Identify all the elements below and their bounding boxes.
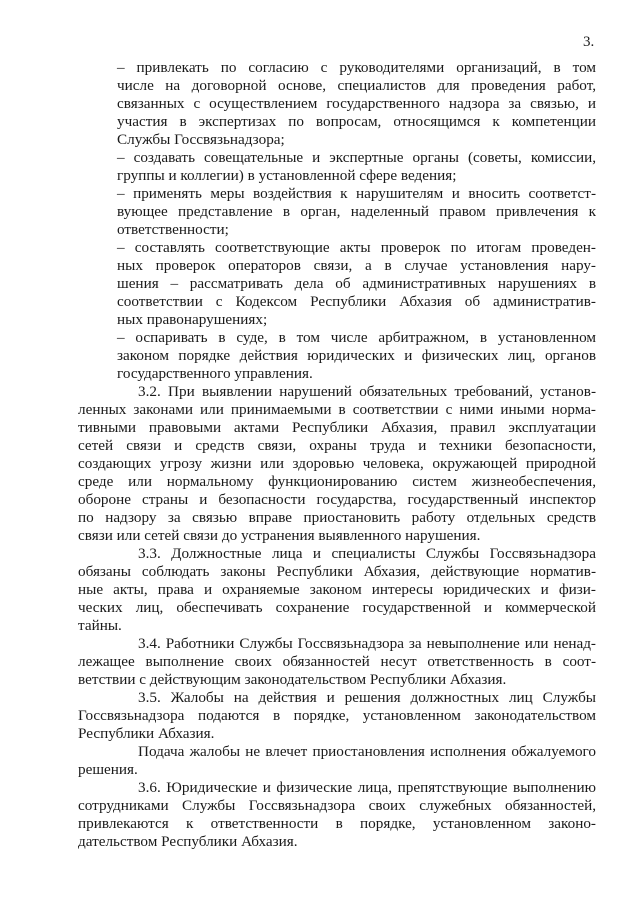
text-line: ных проверок операторов связи, а в случае установления нару- bbox=[117, 257, 596, 274]
text-line: 3.2. При выявлении нарушений обязательных требований, установ- bbox=[138, 383, 596, 400]
text-line: – применять меры воздействия к нарушителям и вносить соответст- bbox=[117, 185, 596, 202]
text-line: тивными правовыми актами Республики Абхазия, правил эксплуатации bbox=[78, 419, 596, 436]
text-line: ленных законами или принимаемыми в соответствии с ними иными норма- bbox=[78, 401, 596, 418]
text-line: связи или сетей связи до устранения выявленного нарушения. bbox=[78, 527, 481, 544]
page-number: 3. bbox=[583, 34, 595, 50]
text-line: связанных с осуществлением государственного надзора за связью, и bbox=[117, 95, 596, 112]
paragraph bbox=[78, 779, 596, 851]
paragraph bbox=[78, 689, 596, 743]
text-line: ные акты, права и охраняемые законом интересы юридических и физи- bbox=[78, 581, 596, 598]
text-line: ных правонарушениях; bbox=[117, 311, 268, 328]
text-line: 3.5. Жалобы на действия и решения должностных лиц Службы bbox=[138, 689, 596, 706]
text-line: 3.6. Юридические и физические лица, препятствующие выполнению bbox=[138, 779, 596, 796]
text-line: ответственности; bbox=[117, 221, 229, 238]
text-line: 3.4. Работники Службы Госсвязьнадзора за невыполнение или ненад- bbox=[138, 635, 596, 652]
list-item bbox=[117, 239, 596, 329]
list-item bbox=[117, 149, 596, 185]
text-line: вующее представление в орган, наделенный правом привлечения к bbox=[117, 203, 596, 220]
paragraph bbox=[78, 743, 596, 779]
list-item bbox=[117, 329, 596, 383]
text-line: ческих лиц, обеспечивать сохранение государственной и коммерческой bbox=[78, 599, 596, 616]
paragraph bbox=[78, 383, 596, 545]
text-line: дательством Республики Абхазия. bbox=[78, 833, 298, 850]
text-line: – составлять соответствующие акты проверок по итогам проведен- bbox=[117, 239, 596, 256]
text-line: соответствии с Кодексом Республики Абхазия об административ- bbox=[117, 293, 596, 310]
text-line: Службы Госсвязьнадзора; bbox=[117, 131, 285, 148]
text-line: обороне страны и безопасности государства, государственный инспектор bbox=[78, 491, 596, 508]
text-line: привлекаются к ответственности в порядке, установленном законо- bbox=[78, 815, 596, 832]
text-line: шения – рассматривать дела об административных нарушениях в bbox=[117, 275, 596, 292]
document-body bbox=[78, 383, 596, 851]
text-line: лежащее выполнение своих обязанностей несут ответственность в соот- bbox=[78, 653, 596, 670]
paragraph bbox=[78, 635, 596, 689]
text-line: ветствии с действующим законодательством Республики Абхазия. bbox=[78, 671, 507, 688]
text-line: группы и коллегии) в установленной сфере ведения; bbox=[117, 167, 457, 184]
powers-list bbox=[117, 59, 596, 383]
text-line: участия в экспертизах по вопросам, относящимся к компетенции bbox=[117, 113, 596, 130]
text-line: решения. bbox=[78, 761, 138, 778]
text-line: создающих угрозу жизни или здоровью человека, окружающей природной bbox=[78, 455, 596, 472]
text-line: 3.3. Должностные лица и специалисты Службы Госсвязьнадзора bbox=[138, 545, 596, 562]
text-line: среде или нормальному функционированию систем жизнеобеспечения, bbox=[78, 473, 596, 490]
text-line: по надзору за связью вправе приостановить работу отдельных средств bbox=[78, 509, 596, 526]
text-line: государственного управления. bbox=[117, 365, 313, 382]
text-line: обязаны соблюдать законы Республики Абхазия, действующие норматив- bbox=[78, 563, 596, 580]
text-line: Госсвязьнадзора подаются в порядке, установленном законодательством bbox=[78, 707, 596, 724]
text-line: – создавать совещательные и экспертные органы (советы, комиссии, bbox=[117, 149, 596, 166]
text-line: законом порядке действия юридических и физических лиц, органов bbox=[117, 347, 596, 364]
text-line: Подача жалобы не влечет приостановления исполнения обжалуемого bbox=[138, 743, 596, 760]
text-line: сотрудниками Службы Госсвязьнадзора своих служебных обязанностей, bbox=[78, 797, 596, 814]
list-item bbox=[117, 185, 596, 239]
text-line: числе на договорной основе, специалистов для проведения работ, bbox=[117, 77, 596, 94]
text-line: тайны. bbox=[78, 617, 122, 634]
list-item bbox=[117, 59, 596, 149]
text-line: Республики Абхазия. bbox=[78, 725, 215, 742]
text-line: – оспаривать в суде, в том числе арбитражном, в установленном bbox=[117, 329, 596, 346]
text-line: – привлекать по согласию с руководителями организаций, в том bbox=[117, 59, 596, 76]
paragraph bbox=[78, 545, 596, 635]
text-line: сетей связи и средств связи, охраны труда и техники безопасности, bbox=[78, 437, 596, 454]
